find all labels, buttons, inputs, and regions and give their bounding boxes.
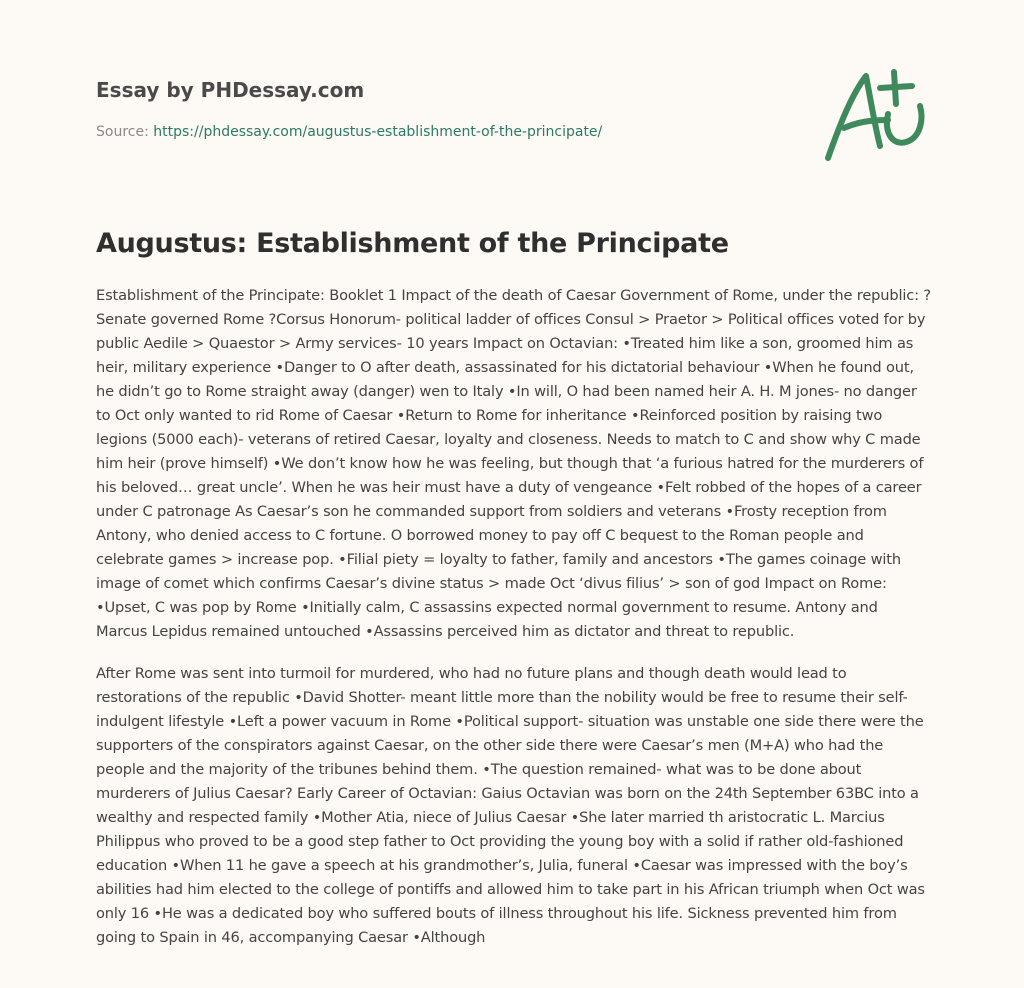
essay-paragraph: After Rome was sent into turmoil for murdered, who had no future plans and though death would lead to restorations of the republic •David Shotter- meant little more than the nobility would be free to resume their self-indulgent lifestyle •Left a power vacuum in Rome •Political support- situation was unstable one side there were the supporters of the conspirators against Caesar, on the other side there were Caesar’s men (M+A) who had the people and the majority of the tribunes behind them. •The question remained- what was to be done about murderers of Julius Caesar? Early Career of Octavian: Gaius Octavian was born on the 24th September 63BC into a wealthy and respected family •Mother Atia, niece of Julius Caesar •She later married th aristocratic L. Marcius Philippus who proved to be a good step father to Oct providing the young boy with a solid if rather old-fashioned education •When 11 he gave a speech at his grandmother’s, Julia, funeral •Caesar was impressed with the boy’s abilities had him elected to the college of pontiffs and allowed him to take part in his African triumph when Oct was only 16 •He was a dedicated boy who suffered bouts of illness throughout his life. Sickness prevented him from going to Spain in 46, accompanying Caesar •Although bbox=[96, 665, 925, 946]
site-header bbox=[96, 78, 796, 141]
document-title: Augustus: Establishment of the Principate bbox=[96, 228, 729, 259]
source-label: Source: bbox=[96, 124, 149, 140]
a-plus-logo-icon bbox=[822, 66, 930, 166]
source-link[interactable]: https://phdessay.com/augustus-establishment-of-the-principate/ bbox=[153, 124, 603, 140]
essay-paragraph: Establishment of the Principate: Booklet 1 Impact of the death of Caesar Government of Rome, under the republic: ?Senate governed Rome ?Corsus Honorum- political ladder of offices Consul > Praetor > Political offices voted for by public Aedile > Quaestor > Army services- 10 years Impact on Octavian: •Treated him like a son, groomed him as heir, military experience •Danger to O after death, assassinated for his dictatorial behaviour •When he found out, he didn’t go to Rome straight away (danger) wen to Italy •In will, O had been named heir A. H. M jones- no danger to Oct only wanted to rid Rome of Caesar •Return to Rome for inheritance •Reinforced position by raising two legions (5000 each)- veterans of retired Caesar, loyalty and closeness. Needs to match to C and show why C made him heir (prove himself) •We don’t know how he was feeling, but though that ‘a furious hatred for the murderers of his beloved… great uncle’. When he was heir must have a duty of vengeance •Felt robbed of the hopes of a career under C patronage As Caesar’s son he commanded support from soldiers and veterans •Frosty reception from Antony, who denied access to C fortune. O borrowed money to pay off C bequest to the Roman people and celebrate games > increase pop. •Filial piety = loyalty to father, family and ancestors •The games coinage with image of comet which confirms Caesar’s divine status > made Oct ‘divus filius’ > son of god Impact on Rome: •Upset, C was pop by Rome •Initially calm, C assassins expected normal government to resume. Antony and Marcus Lepidus remained untouched •Assassins perceived him as dictator and threat to republic. bbox=[96, 287, 932, 640]
essay-body bbox=[96, 284, 932, 968]
site-title: Essay by PHDessay.com bbox=[96, 78, 365, 102]
source-line bbox=[96, 123, 796, 141]
